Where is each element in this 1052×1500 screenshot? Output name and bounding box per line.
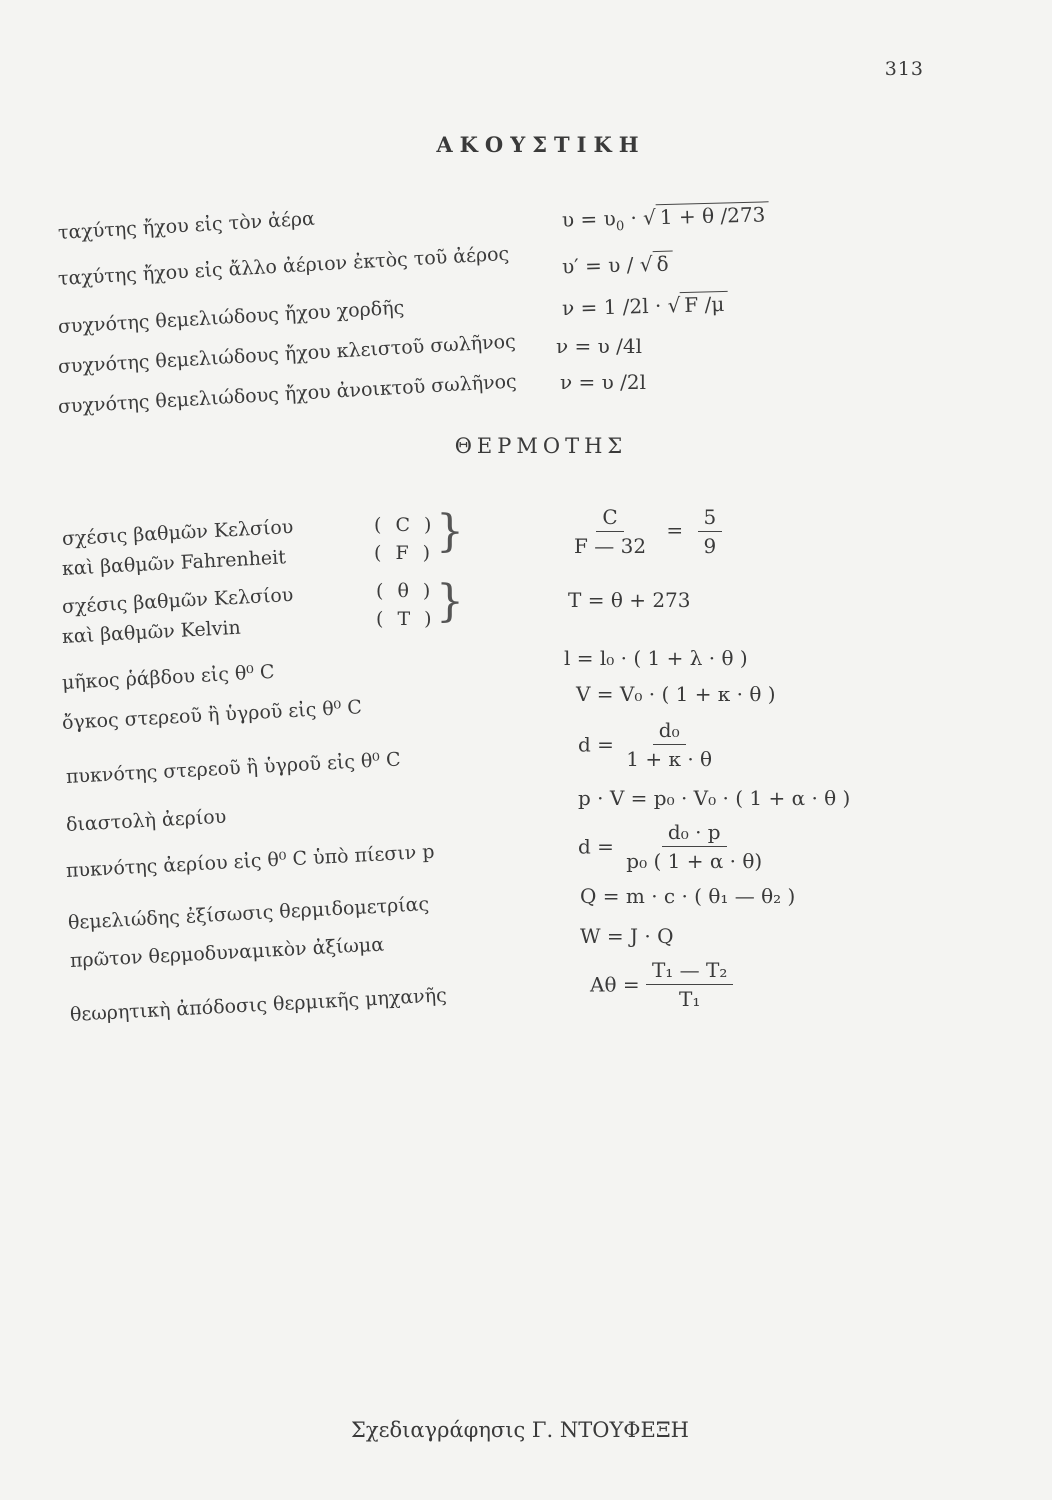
rod-length-label: μῆκος ῥάβδου εἰς θ⁰ C	[61, 660, 276, 694]
calorimetry-formula: Q = m · c · ( θ₁ — θ₂ )	[580, 884, 796, 908]
efficiency-formula: Aθ = $\frac{\text{T₁ — T₂}}{\text{T₁}}$	[590, 958, 733, 1011]
section-title-heat: ΘΕΡΜΟΤΗΣ	[454, 434, 628, 458]
gas-expansion-formula: p · V = p₀ · V₀ · ( 1 + α · θ )	[578, 786, 851, 810]
gas-expansion-label: διαστολὴ ἀερίου	[65, 805, 227, 836]
celsius-kelvin-formula: T = θ + 273	[568, 588, 691, 612]
acoustics-label-4: συχνότης θεμελιώδους ἤχου κλειστοῦ σωλῆνος	[57, 330, 517, 378]
calorimetry-label: θεμελιώδης ἐξίσωσις θερμιδομετρίας	[67, 893, 430, 934]
brace-icon: }	[436, 506, 464, 557]
celsius-kelvin-label-2: καὶ βαθμῶν Kelvin	[61, 616, 242, 648]
density-solid-formula: d = $\frac{\text{d₀}}{1 + \kappa \cdot \theta}$	[578, 718, 713, 771]
celsius-kelvin-label-1: σχέσις βαθμῶν Κελσίου	[61, 583, 294, 618]
symbol-f: ( F )	[374, 542, 435, 564]
celsius-fahrenheit-label-1: σχέσις βαθμῶν Κελσίου	[61, 515, 294, 550]
section-title-acoustics: ΑΚΟΥΣΤΙΚΗ	[436, 132, 646, 157]
first-law-formula: W = J · Q	[580, 924, 674, 948]
gas-density-formula: d = $\frac{\text{d₀ · p}}{\text{p₀ ( 1 + α · θ)}}$	[578, 820, 763, 873]
rod-length-formula: l = l₀ · ( 1 + λ · θ )	[564, 646, 748, 670]
symbol-c: ( C )	[374, 514, 436, 536]
acoustics-label-1: ταχύτης ἤχου εἰς τὸν ἀέρα	[57, 207, 316, 244]
acoustics-formula-3: ν = 1 /2l · √ F /μ	[562, 292, 729, 320]
acoustics-formula-2: υ′ = υ / √ δ	[562, 252, 673, 279]
efficiency-label: θεωρητικὴ ἀπόδοσις θερμικῆς μηχανῆς	[69, 984, 448, 1026]
brace-icon: }	[436, 576, 464, 627]
acoustics-formula-5: ν = υ /2l	[560, 370, 647, 394]
symbol-theta: ( θ )	[376, 580, 435, 602]
gas-density-label: πυκνότης ἀερίου εἰς θ⁰ C ὑπὸ πίεσιν p	[65, 840, 435, 882]
footer-credit: Σχεδιαγράφησις Γ. ΝΤΟΥΦΕΞΗ	[351, 1418, 689, 1442]
first-law-label: πρῶτον θερμοδυναμικὸν ἀξίωμα	[69, 933, 385, 972]
acoustics-label-2: ταχύτης ἤχου εἰς ἄλλο ἀέριον ἐκτὸς τοῦ ἀέρος	[57, 242, 510, 290]
acoustics-formula-1: $\upsilon = \upsilon_0$ · √ 1 + θ /273	[562, 202, 770, 235]
volume-label: ὄγκος στερεοῦ ἢ ὑγροῦ εἰς θ⁰ C	[61, 696, 363, 734]
acoustics-formula-4: ν = υ /4l	[556, 334, 643, 358]
acoustics-label-3: συχνότης θεμελιώδους ἤχου χορδῆς	[57, 296, 405, 338]
volume-formula: V = V₀ · ( 1 + κ · θ )	[576, 682, 776, 706]
density-solid-label: πυκνότης στερεοῦ ἢ ὑγροῦ εἰς θ⁰ C	[65, 748, 402, 788]
page-number: 313	[884, 58, 924, 80]
acoustics-label-5: συχνότης θεμελιώδους ἤχου ἀνοικτοῦ σωλῆνος	[57, 370, 518, 418]
symbol-t: ( T )	[376, 608, 436, 630]
celsius-fahrenheit-formula: $\frac{C}{F — 32}$ = $\frac{5}{9}$	[568, 505, 722, 558]
celsius-fahrenheit-label-2: καὶ βαθμῶν Fahrenheit	[61, 546, 287, 580]
